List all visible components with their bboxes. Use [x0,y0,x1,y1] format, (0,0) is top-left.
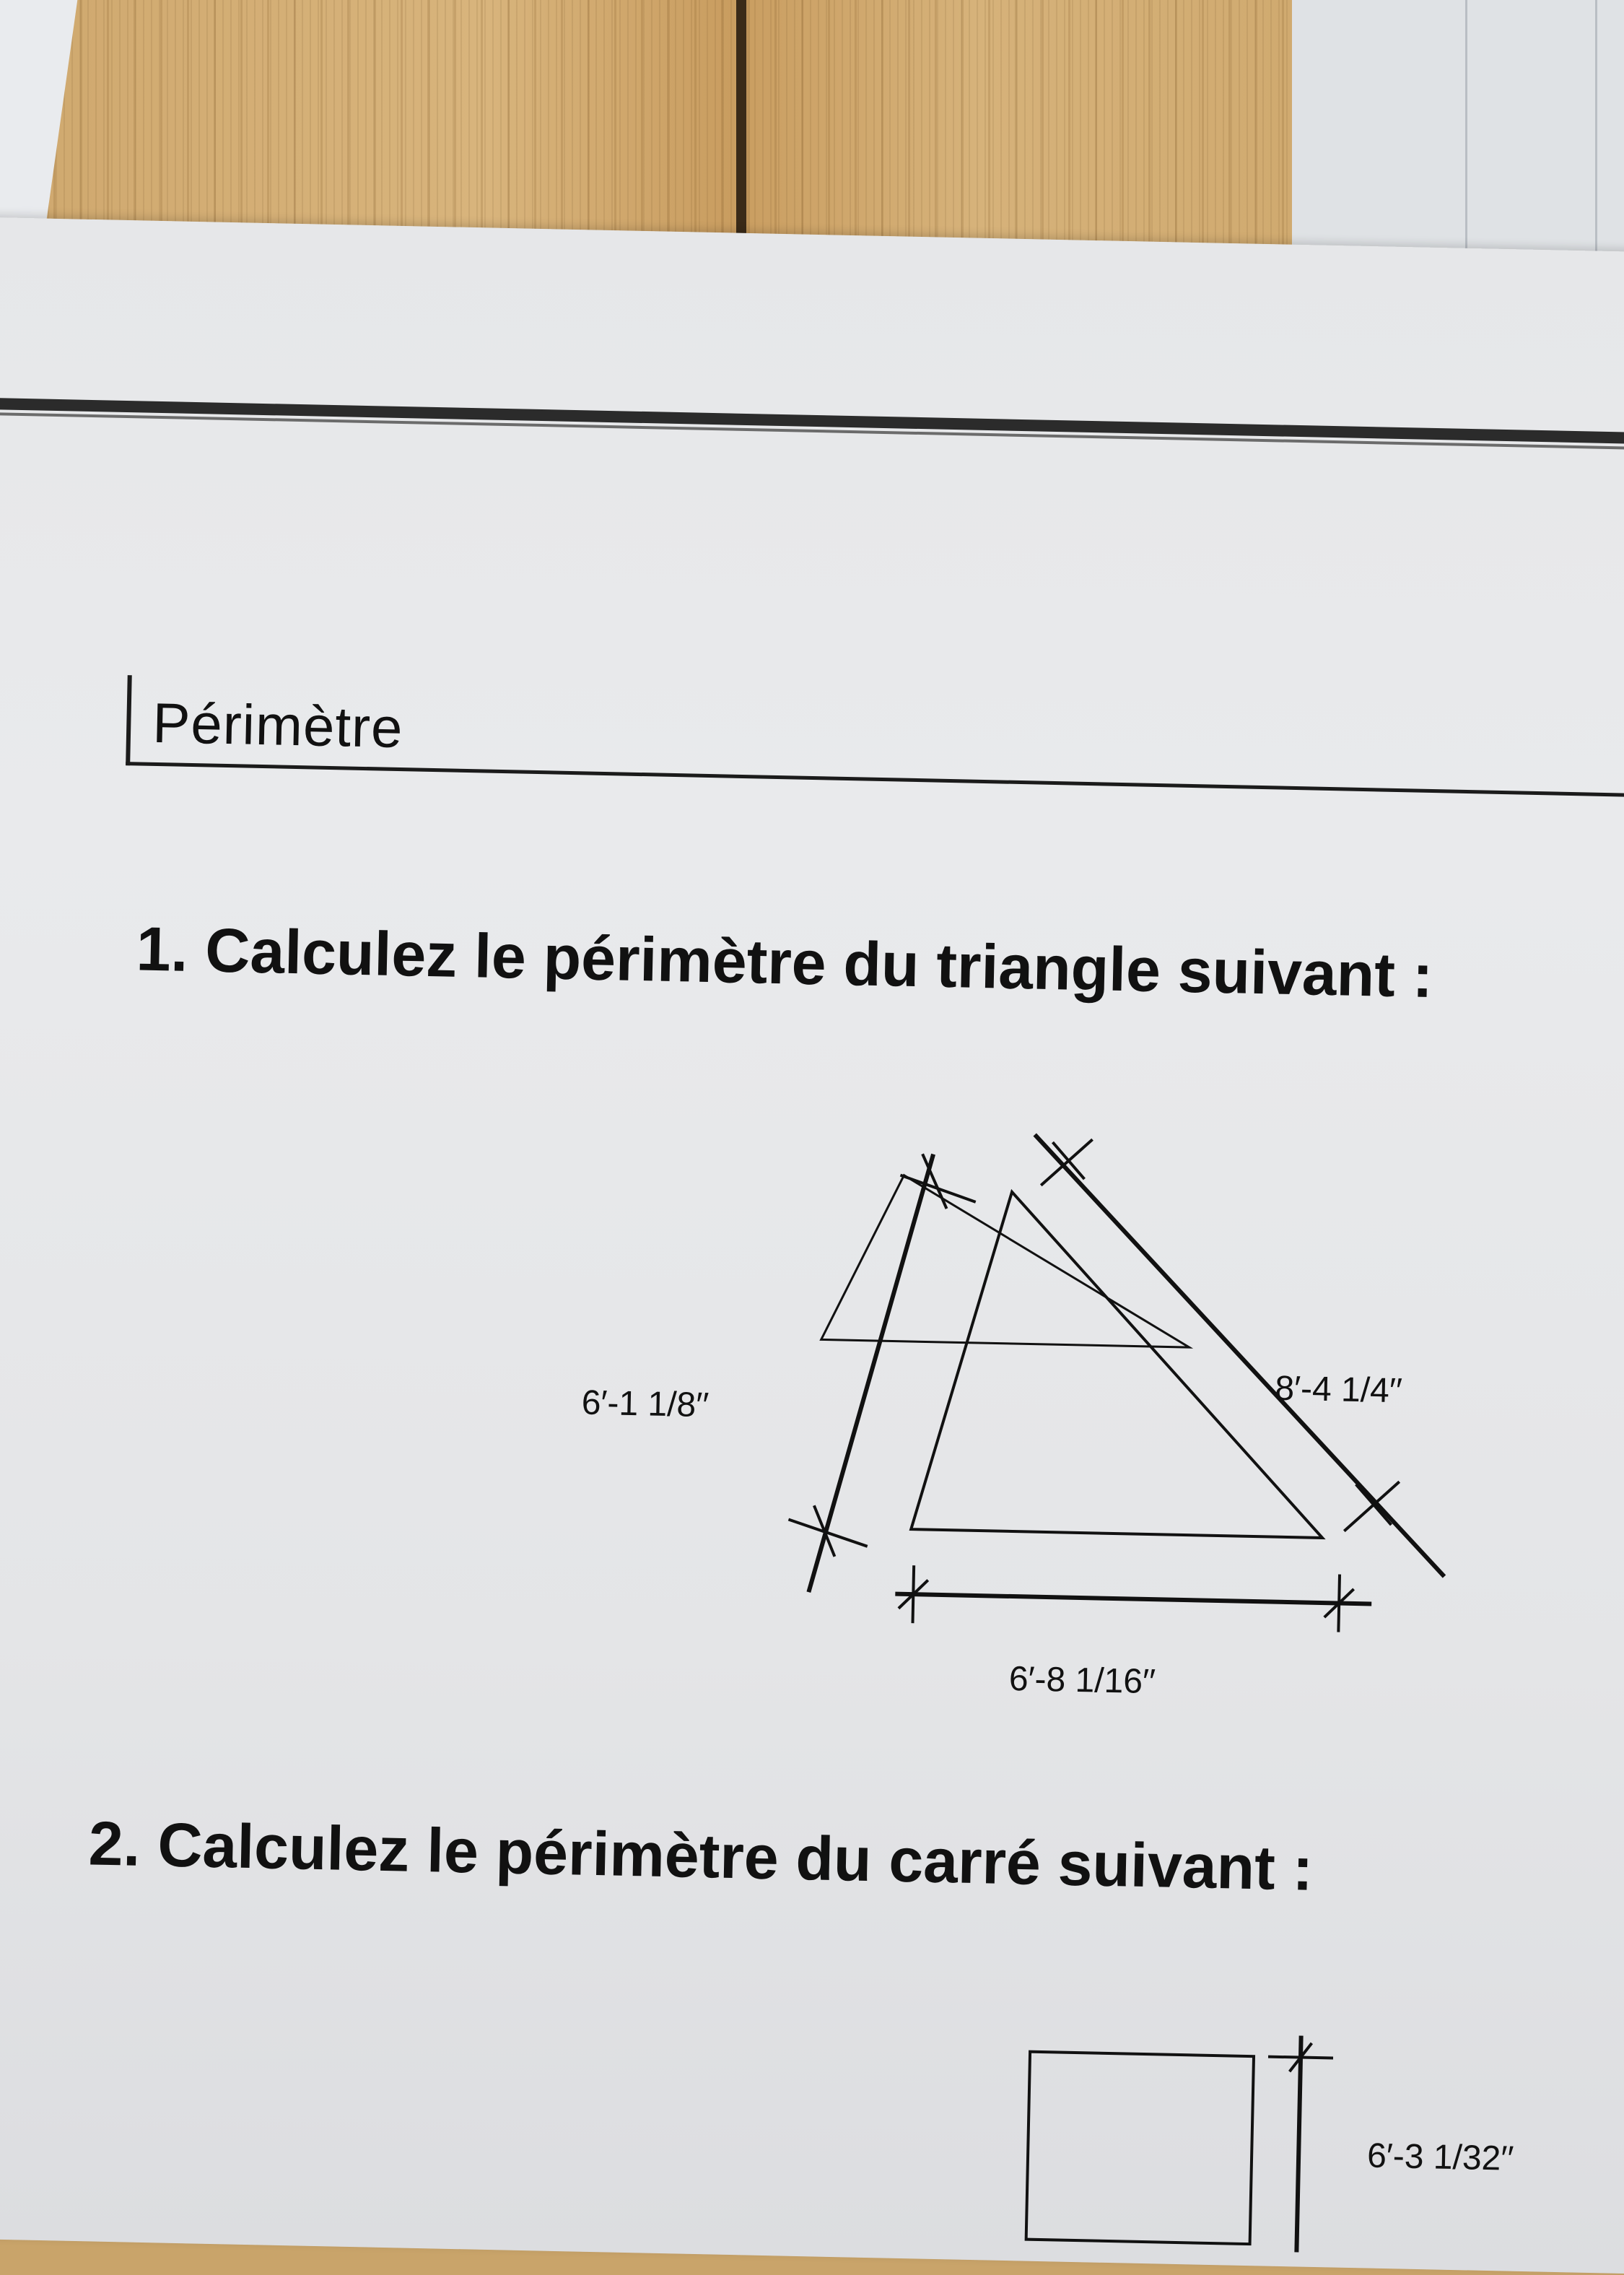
question-2-text: 2. Calculez le périmètre du carré suivant : [87,1809,1314,1904]
table-seam [736,0,746,260]
question-1-text: 1. Calculez le périmètre du triangle suivant : [135,914,1434,1012]
right-side-label: 8′-4 1/4′′ [1274,1369,1403,1411]
square-side-label: 6′-3 1/32′′ [1366,2136,1514,2178]
bottom-side-label: 6′-8 1/16′′ [1008,1659,1156,1702]
square-shape [1026,2052,1254,2244]
worksheet-page [0,217,1624,2274]
square-dimension-line [1296,2036,1301,2253]
left-side-label: 6′-1 1/8′′ [581,1383,710,1425]
section-title: Périmètre [152,690,404,760]
square-figure [0,217,1624,2274]
